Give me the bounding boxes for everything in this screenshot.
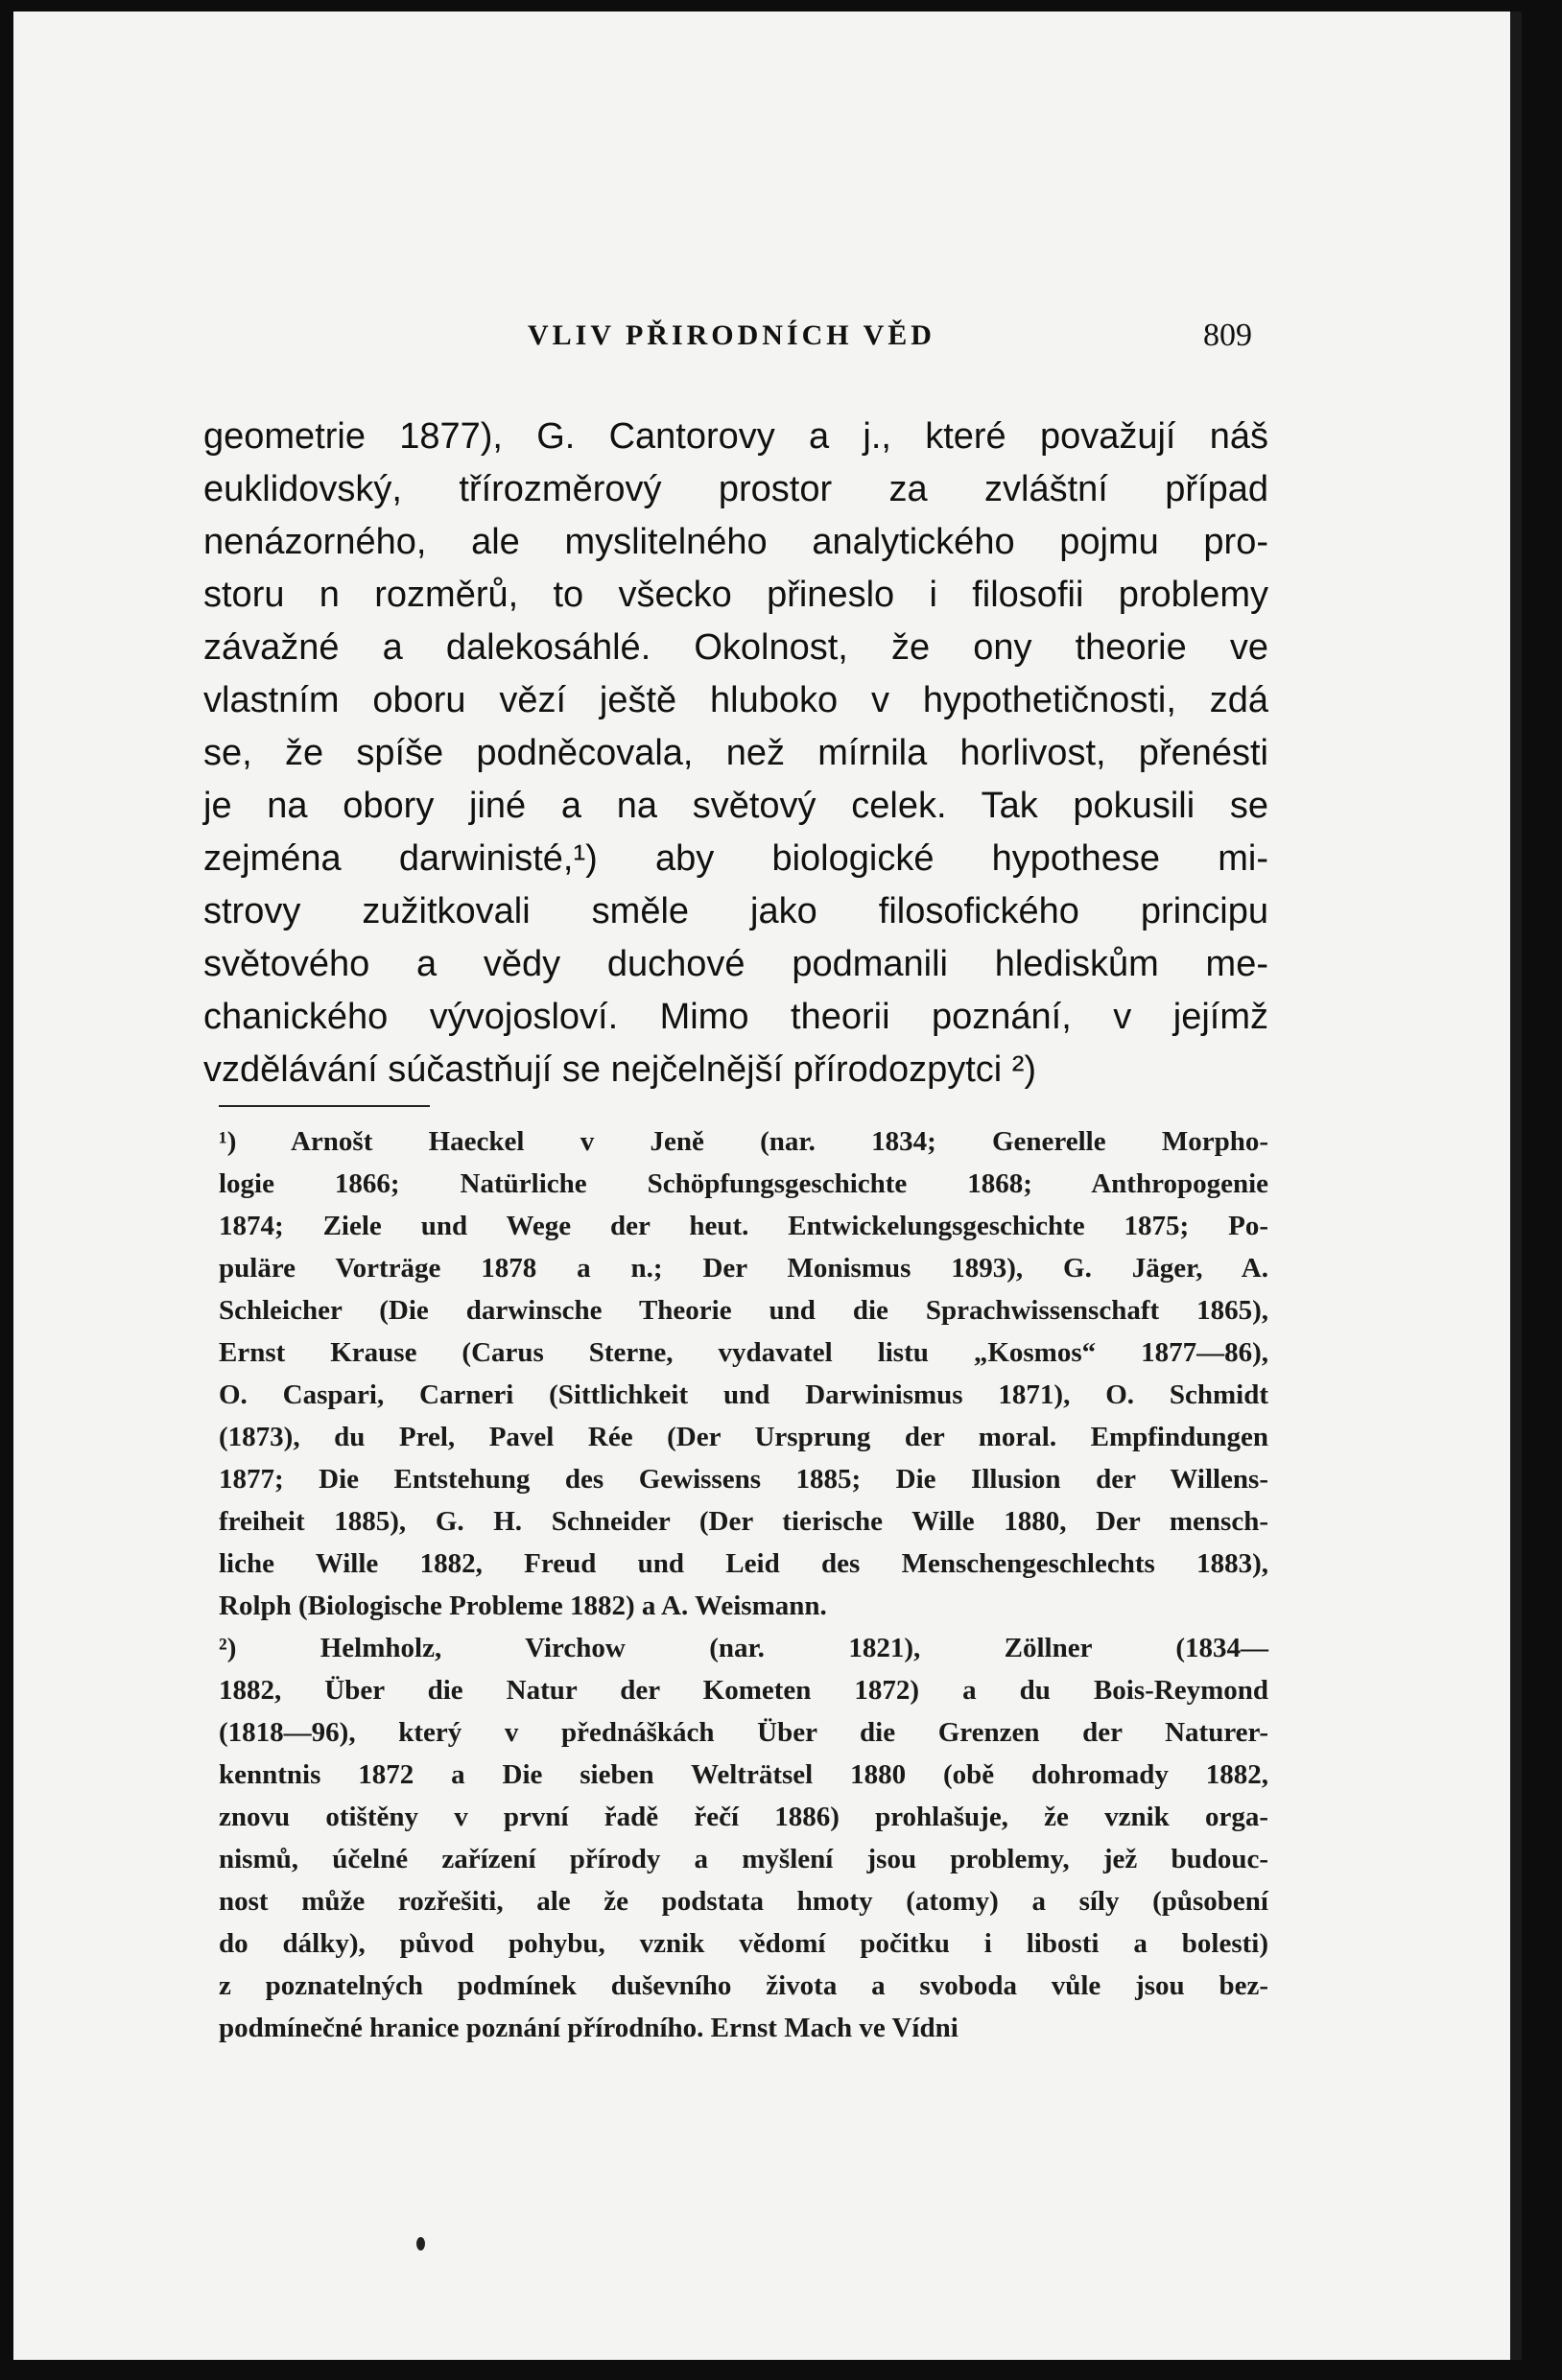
page-number: 809 (1203, 318, 1252, 353)
body-line: se, že spíše podněcovala, než mírnila horlivost, přenésti (203, 733, 1268, 773)
footnote-line: nost může rozřešiti, ale že podstata hmoty (atomy) a síly (působení (219, 1886, 1268, 1917)
footnote-line: do dálky), původ pohybu, vznik vědomí počitku i libosti a bolesti) (219, 1928, 1268, 1959)
footnote-line: puläre Vorträge 1878 a n.; Der Monismus 1893), G. Jäger, A. (219, 1253, 1268, 1284)
footnote-line: liche Wille 1882, Freud und Leid des Menschengeschlechts 1883), (219, 1548, 1268, 1579)
body-line: vzdělávání súčastňují se nejčelnější přírodozpytci ²) (203, 1049, 1037, 1090)
footnote-line: Schleicher (Die darwinsche Theorie und die Sprachwissenschaft 1865), (219, 1295, 1268, 1326)
body-line: chanického vývojosloví. Mimo theorii poznání, v jejímž (203, 997, 1268, 1037)
footnote-line: ²) Helmholz, Virchow (nar. 1821), Zöllner (1834— (219, 1633, 1268, 1663)
body-line: geometrie 1877), G. Cantorovy a j., které považují náš (203, 416, 1268, 457)
footnote-line: nismů, účelné zařízení přírody a myšlení jsou problemy, jež budouc- (219, 1844, 1268, 1874)
ink-speck (416, 2237, 425, 2250)
footnote-line: 1882, Über die Natur der Kometen 1872) a du Bois-Reymond (219, 1675, 1268, 1706)
body-line: vlastním oboru vězí ještě hluboko v hypothetičnosti, zdá (203, 680, 1268, 720)
body-line: strovy zužitkovali směle jako filosofického principu (203, 891, 1268, 931)
body-line: storu n rozměrů, to všecko přineslo i filosofii problemy (203, 575, 1268, 615)
body-line: je na obory jiné a na světový celek. Tak pokusili se (203, 786, 1268, 826)
footnote-line: z poznatelných podmínek duševního života a svoboda vůle jsou bez- (219, 1970, 1268, 2001)
body-line: světového a vědy duchové podmanili hlediskům me- (203, 944, 1268, 984)
footnote-line: 1874; Ziele und Wege der heut. Entwickelungsgeschichte 1875; Po- (219, 1211, 1268, 1241)
footnote-line: 1877; Die Entstehung des Gewissens 1885; Die Illusion der Willens- (219, 1464, 1268, 1495)
running-header: VLIV PŘIRODNÍCH VĚD (528, 319, 935, 351)
footnote-line: O. Caspari, Carneri (Sittlichkeit und Darwinismus 1871), O. Schmidt (219, 1379, 1268, 1410)
footnote-line: freiheit 1885), G. H. Schneider (Der tierische Wille 1880, Der mensch- (219, 1506, 1268, 1537)
body-line: euklidovský, třírozměrový prostor za zvláštní případ (203, 469, 1268, 509)
footnote-line: (1818—96), který v přednáškách Über die Grenzen der Naturer- (219, 1717, 1268, 1748)
footnote-line: ¹) Arnošt Haeckel v Jeně (nar. 1834; Generelle Morpho- (219, 1126, 1268, 1157)
footnote-line: Rolph (Biologische Probleme 1882) a A. Weismann. (219, 1591, 827, 1621)
footnote-line: znovu otištěny v první řadě řečí 1886) prohlašuje, že vznik orga- (219, 1802, 1268, 1832)
footnote-separator (219, 1105, 430, 1107)
footnote-line: logie 1866; Natürliche Schöpfungsgeschichte 1868; Anthropogenie (219, 1168, 1268, 1199)
footnote-line: kenntnis 1872 a Die sieben Welträtsel 1880 (obě dohromady 1882, (219, 1759, 1268, 1790)
book-page (13, 12, 1522, 2360)
body-line: závažné a dalekosáhlé. Okolnost, že ony theorie ve (203, 627, 1268, 668)
footnote-line: podmínečné hranice poznání přírodního. Ernst Mach ve Vídni (219, 2013, 958, 2043)
body-line: nenázorného, ale myslitelného analytického pojmu pro- (203, 522, 1268, 562)
footnote-line: (1873), du Prel, Pavel Rée (Der Ursprung der moral. Empfindungen (219, 1422, 1268, 1452)
footnote-line: Ernst Krause (Carus Sterne, vydavatel listu „Kosmos“ 1877—86), (219, 1337, 1268, 1368)
body-line: zejména darwinisté,¹) aby biologické hypothese mi- (203, 838, 1268, 879)
